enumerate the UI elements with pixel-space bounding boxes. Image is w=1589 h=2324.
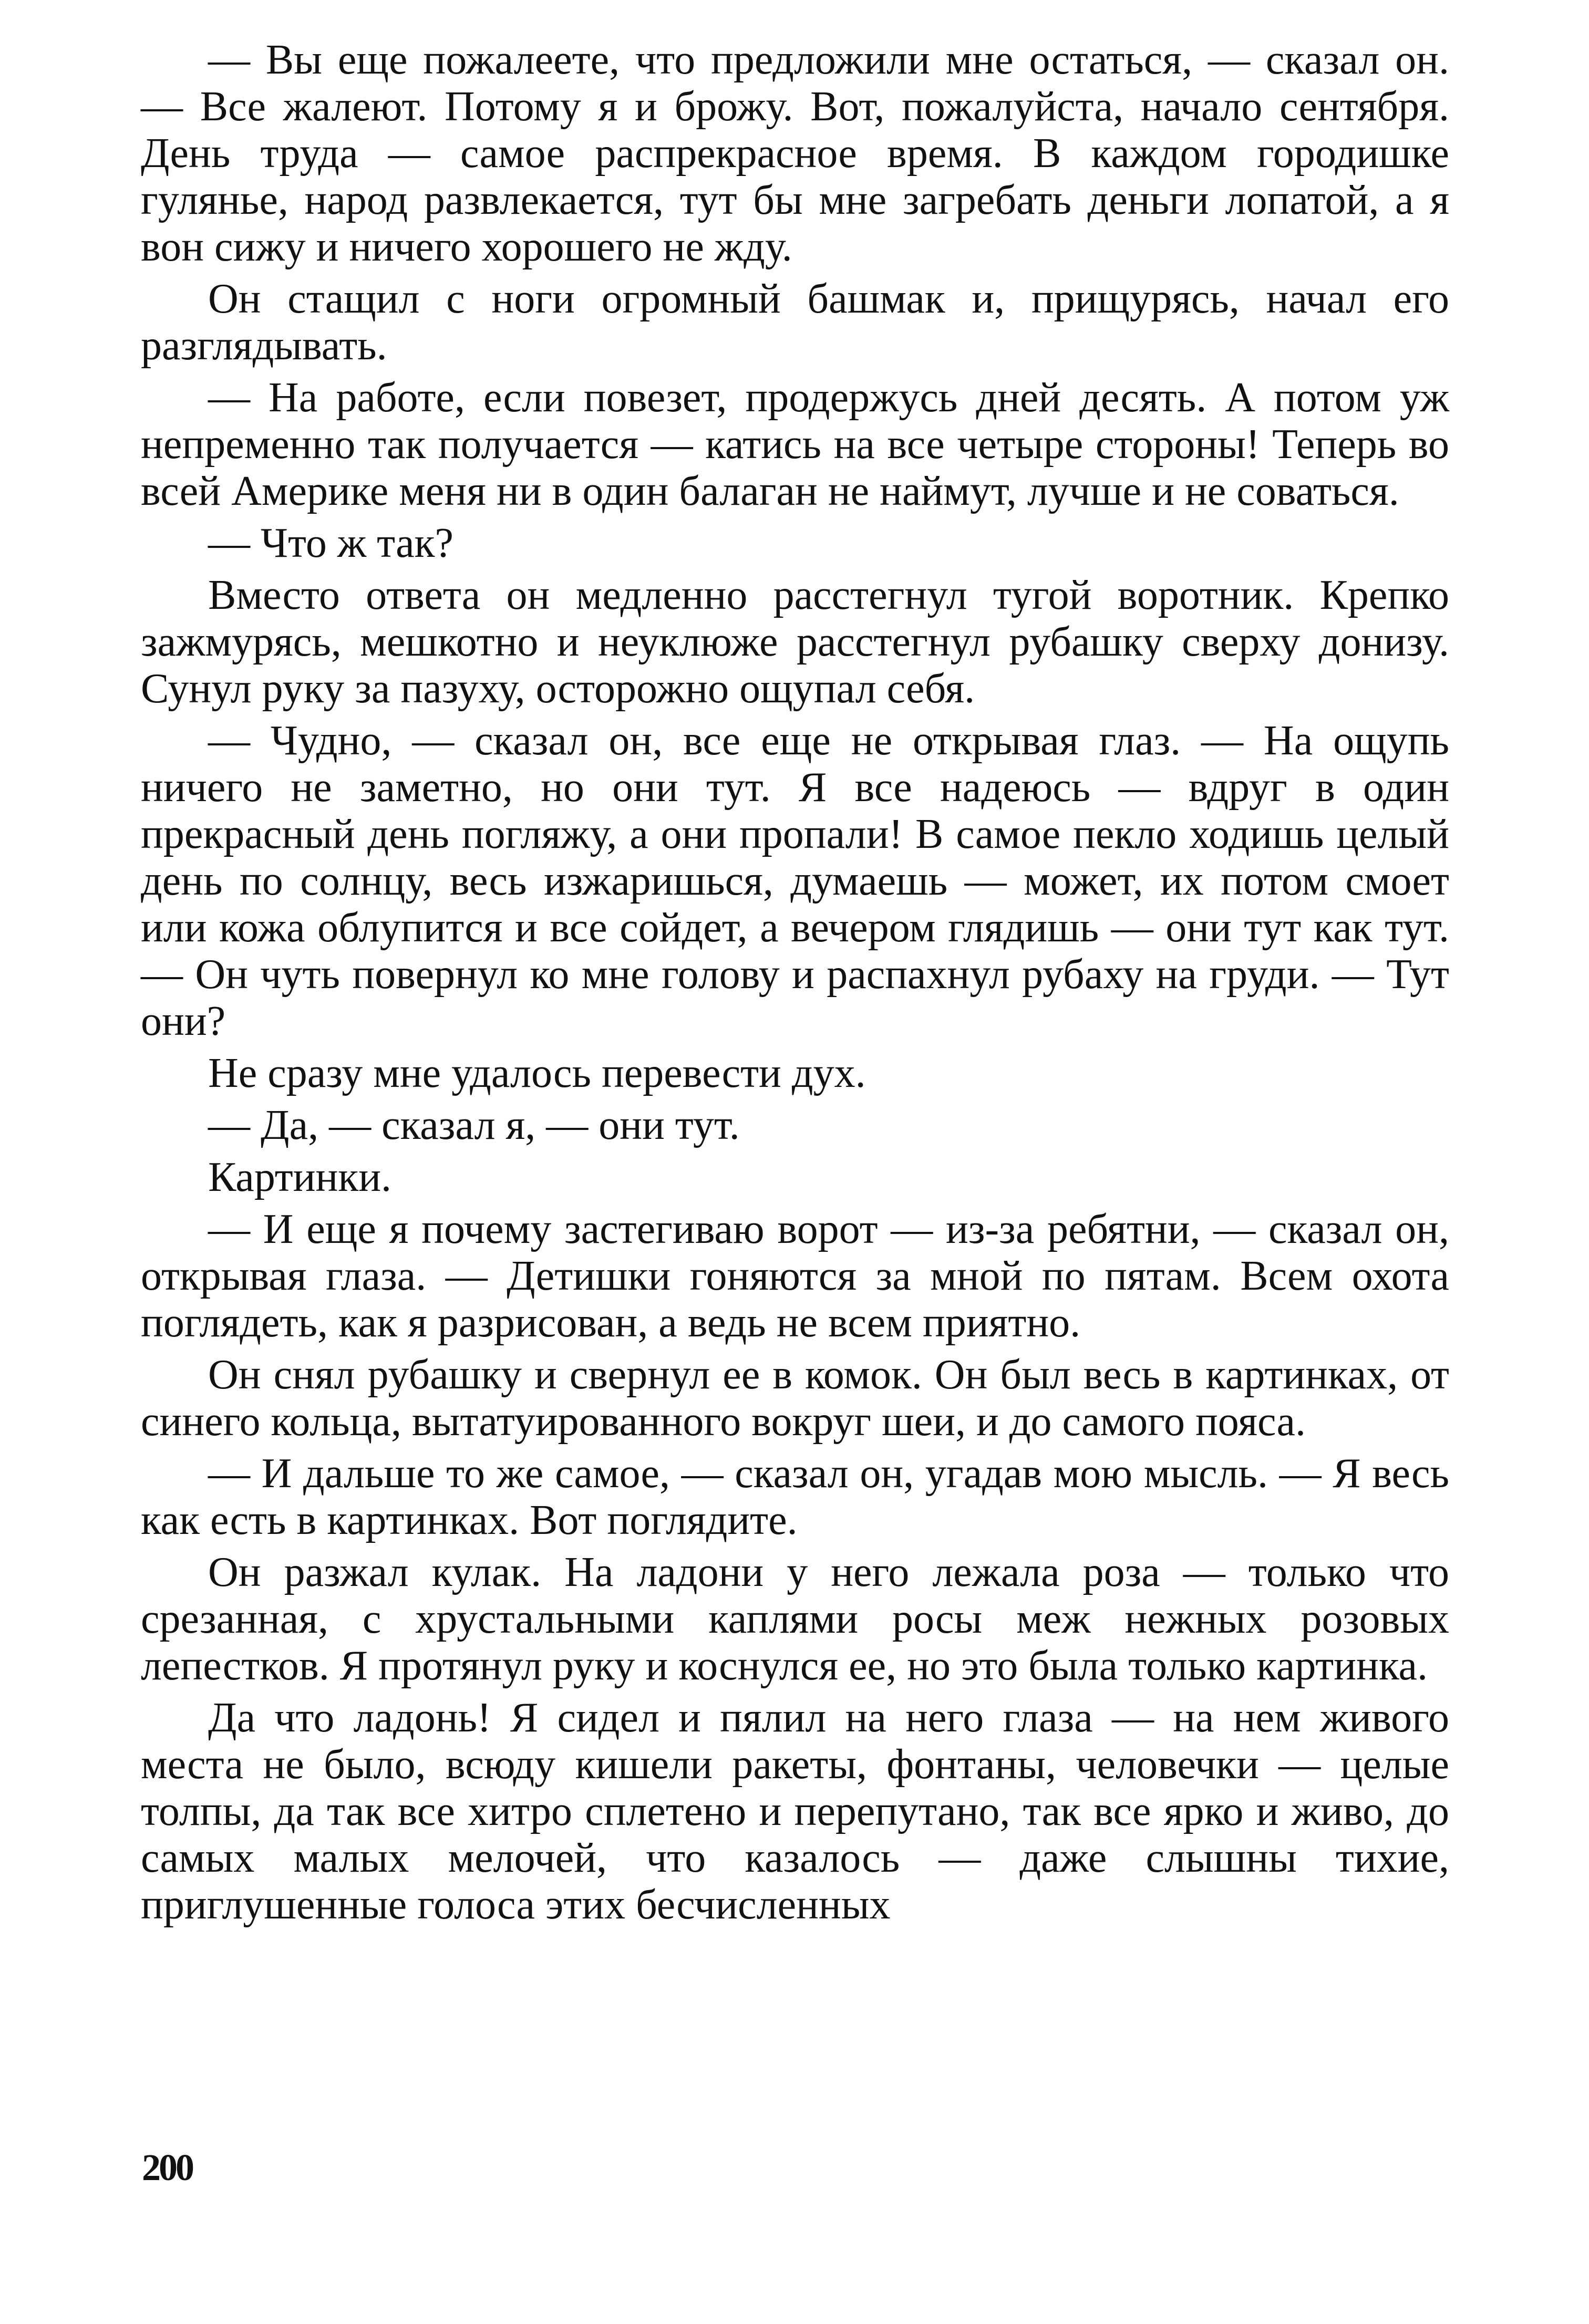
paragraph: — И дальше то же самое, — сказал он, угадав мою мысль. — Я весь как есть в картинках. Вот поглядите.	[141, 1450, 1449, 1543]
paragraph: Да что ладонь! Я сидел и пялил на него глаза — на нем живого места не было, всюду кишели ракеты, фонтаны, человечки — целые толпы, да так все хитро сплетено и перепутано, так все ярко и живо, до самых малых мелочей, что казалось — даже слышны тихие, приглушенные голоса этих бесчисленных	[141, 1695, 1449, 1928]
paragraph: Он снял рубашку и свернул ее в комок. Он был весь в картинках, от синего кольца, вытатуированного вокруг шеи, и до самого пояса.	[141, 1352, 1449, 1445]
paragraph: Он стащил с ноги огромный башмак и, прищурясь, начал его разглядывать.	[141, 276, 1449, 369]
paragraph: Не сразу мне удалось перевести дух.	[208, 1050, 866, 1096]
paragraph: — Вы еще пожалеете, что предложили мне остаться, — сказал он. — Все жалеют. Потому я и брожу. Вот, пожалуйста, начало сентября. День труда — самое распрекрасное время. В каждом городишке гулянье, народ развлекается, тут бы мне загребать деньги лопатой, а я вон сижу и ничего хорошего не жду.	[141, 37, 1449, 270]
paragraph: — Чудно, — сказал он, все еще не открывая глаз. — На ощупь ничего не заметно, но они тут. Я все надеюсь — вдруг в один прекрасный день погляжу, а они пропали! В самое пекло ходишь целый день по солнцу, весь изжаришься, думаешь — может, их потом смоет или кожа облупится и все сойдет, а вечером глядишь — они тут как тут. — Он чуть повернул ко мне голову и распахнул рубаху на груди. — Тут они?	[141, 718, 1449, 1044]
paragraph: — Да, — сказал я, — они тут.	[208, 1102, 740, 1148]
paragraph: — На работе, если повезет, продержусь дней десять. А потом уж непременно так получается — катись на все четыре стороны! Теперь во всей Америке меня ни в один балаган не наймут, лучше и не соваться.	[141, 375, 1449, 514]
paragraph: — Что ж так?	[208, 520, 453, 566]
page-number: 200	[142, 2146, 192, 2188]
body-text	[141, 37, 1449, 1934]
paragraph: Он разжал кулак. На ладони у него лежала роза — только что срезанная, с хрустальными каплями росы меж нежных розовых лепестков. Я протянул руку и коснулся ее, но это была только картинка.	[141, 1549, 1449, 1689]
paragraph: Вместо ответа он медленно расстегнул тугой воротник. Крепко зажмурясь, мешкотно и неуклюже расстегнул рубашку сверху донизу. Сунул руку за пазуху, осторожно ощупал себя.	[141, 572, 1449, 712]
paragraph: — И еще я почему застегиваю ворот — из-за ребятни, — сказал он, открывая глаза. — Детишки гоняются за мной по пятам. Всем охота поглядеть, как я разрисован, а ведь не всем приятно.	[141, 1206, 1449, 1346]
paragraph: Картинки.	[208, 1154, 392, 1200]
